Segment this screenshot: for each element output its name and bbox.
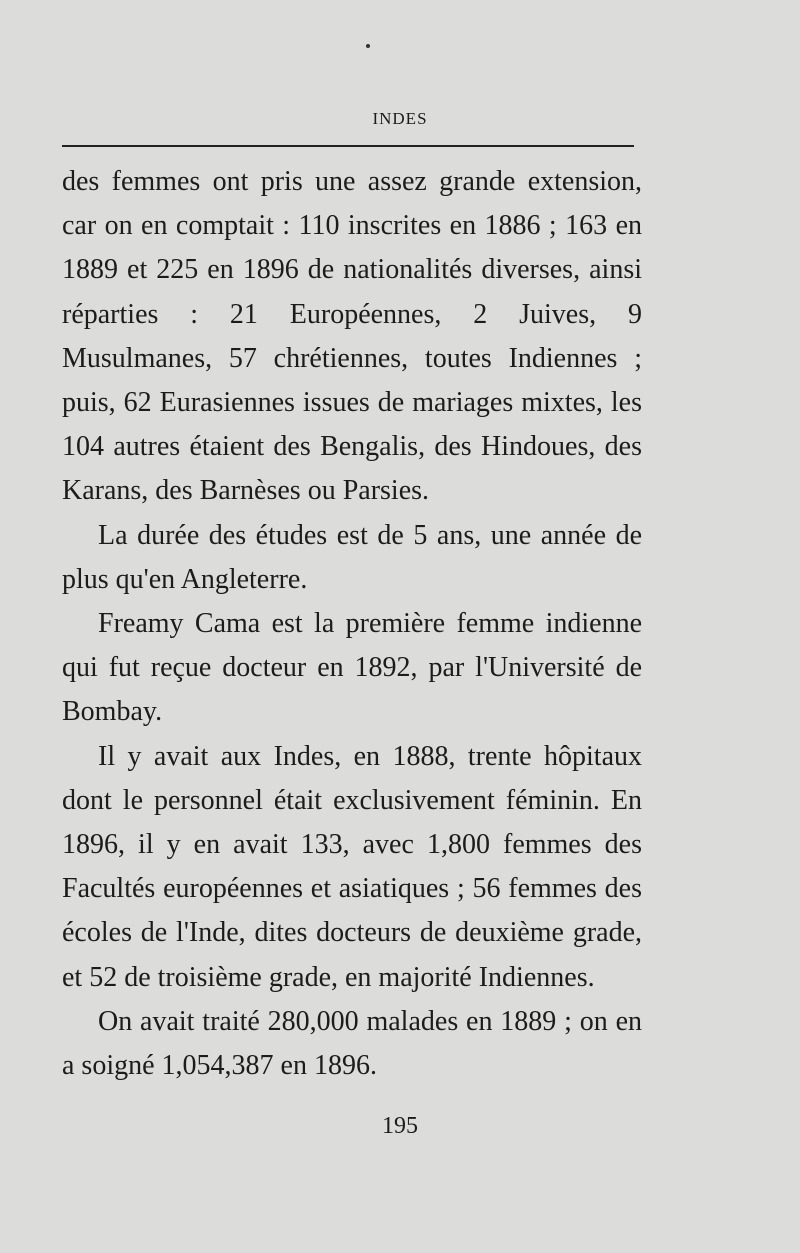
- paragraph-3: Freamy Cama est la première femme indienne qui fut reçue docteur en 1892, par l'Université de Bombay.: [62, 608, 642, 728]
- paragraph-2: La durée des études est de 5 ans, une année de plus qu'en Angleterre.: [62, 519, 642, 595]
- body-text: [62, 160, 642, 1088]
- paragraph-5: On avait traité 280,000 malades en 1889 ; on en a soigné 1,054,387 en 1896.: [62, 1005, 642, 1082]
- ink-speck: [366, 44, 370, 48]
- header-rule: [62, 145, 634, 147]
- running-head: INDES: [372, 109, 428, 128]
- page-number: 195: [382, 1113, 418, 1139]
- paragraph-4: Il y avait aux Indes, en 1888, trente hôpitaux dont le personnel était exclusivement féminin. En 1896, il y en avait 133, avec 1,800 femmes des Facultés européennes et asiatiques ; 56 femmes des écoles de l'Inde, dites docteurs de deuxième grade, et 52 de troisième grade, en majorité Indiennes.: [62, 740, 642, 993]
- paragraph-1: des femmes ont pris une assez grande extension, car on en comptait : 110 inscrites en 1886 ; 163 en 1889 et 225 en 1896 de nationalités diverses, ainsi réparties : 21 Européennes, 2 Juives, 9 Musulmanes, 57 chrétiennes, toutes Indiennes ; puis, 62 Eurasiennes issues de mariages mixtes, les 104 autres étaient des Bengalis, des Hindoues, des Karans, des Barnèses ou Parsies.: [62, 166, 642, 507]
